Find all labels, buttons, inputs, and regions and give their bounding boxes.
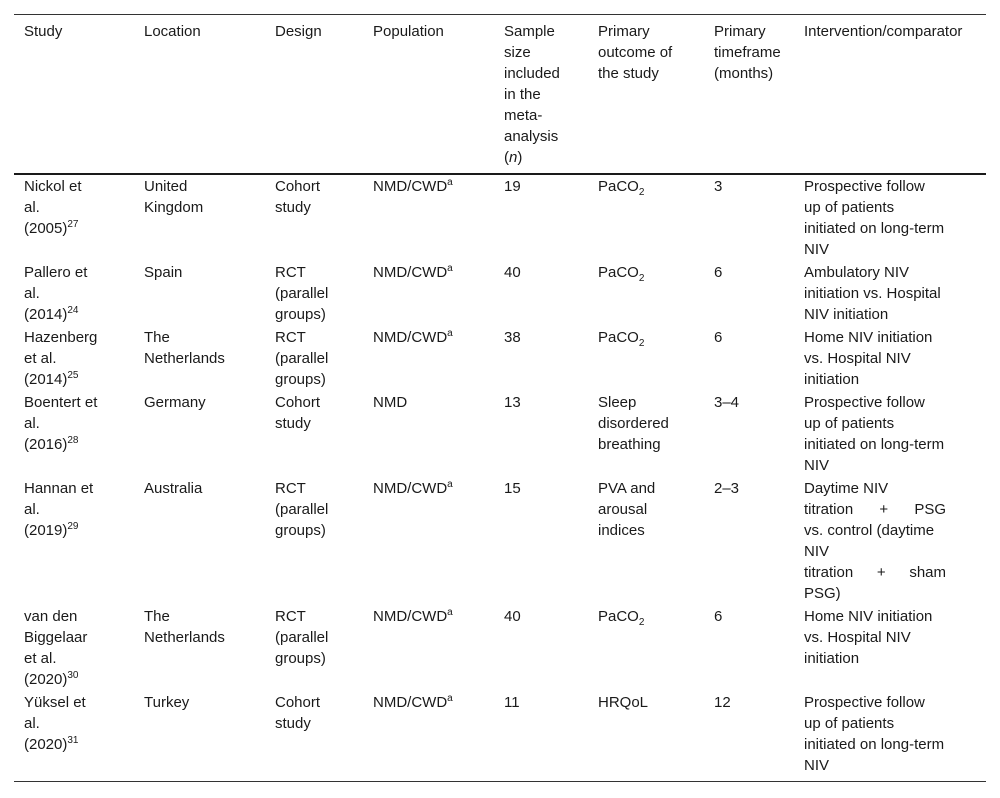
location-cell: The Netherlands (144, 329, 225, 367)
design-cell: Cohort study (275, 178, 321, 216)
sample-size-cell: 38 (504, 329, 521, 346)
population-cell: NMD/CWD$^a$ (373, 479, 453, 497)
outcome-cell: PaCO$_2$ (598, 608, 645, 628)
timeframe-cell: 3 (714, 178, 723, 195)
reference-superscript: 29 (67, 521, 79, 532)
sample-size-cell: 19 (504, 178, 521, 195)
outcome-cell: PVA and arousal indices (598, 480, 656, 539)
sample-size-cell: 40 (504, 264, 521, 281)
intervention-cell: Home NIV initiation vs. Hospital NIV initiation (804, 608, 933, 667)
timeframe-cell: 6 (714, 608, 723, 625)
table-row (14, 326, 986, 391)
reference-superscript: 28 (67, 435, 79, 446)
intervention-cell: Ambulatory NIV initiation vs. Hospital NIV initiation (804, 264, 941, 323)
header-primary-outcome: Primary outcome of the study (598, 23, 673, 82)
studies-table (14, 14, 986, 782)
sample-size-cell: 13 (504, 394, 521, 411)
header-location: Location (144, 23, 201, 40)
timeframe-cell: 3–4 (714, 394, 740, 411)
study-cell: Yüksel et al. $(2020)^{31}$ (24, 694, 86, 753)
sample-size-cell: 40 (504, 608, 521, 625)
location-cell: Australia (144, 480, 203, 497)
timeframe-cell: 12 (714, 694, 731, 711)
reference-superscript: 24 (67, 305, 79, 316)
population-cell: NMD/CWD$^a$ (373, 328, 453, 346)
study-cell: Hannan et al. $(2019)^{29}$ (24, 480, 94, 539)
reference-superscript: 27 (67, 219, 79, 230)
population-cell: NMD/CWD$^a$ (373, 607, 453, 625)
location-cell: The Netherlands (144, 608, 225, 646)
location-cell: Turkey (144, 694, 190, 711)
reference-superscript: 30 (67, 670, 79, 681)
header-primary-timeframe: Primary timeframe (months) (714, 23, 781, 82)
header-intervention: Intervention/comparator (804, 23, 963, 40)
design-cell: Cohort study (275, 694, 321, 732)
header-study: Study (24, 23, 63, 40)
design-cell: Cohort study (275, 394, 321, 432)
header-sample-size: Sample size included in the meta- analysis (n) (504, 23, 560, 166)
intervention-cell: Daytime NIV titration + PSG vs. control (daytime NIV titration + sham PSG) (804, 480, 946, 602)
table-row (14, 175, 986, 261)
location-cell: United Kingdom (144, 178, 204, 216)
header-population: Population (373, 23, 444, 40)
study-cell: Pallero et al. $(2014)^{24}$ (24, 264, 88, 323)
intervention-cell: Prospective follow up of patients initiated on long-term NIV (804, 394, 945, 474)
design-cell: RCT (parallel groups) (275, 608, 329, 667)
table-row (14, 691, 986, 782)
timeframe-cell: 6 (714, 329, 723, 346)
outcome-cell: PaCO$_2$ (598, 329, 645, 349)
population-cell: NMD/CWD$^a$ (373, 177, 453, 195)
table-header-row (14, 14, 986, 175)
outcome-cell: HRQoL (598, 694, 649, 711)
reference-superscript: 25 (67, 370, 79, 381)
population-cell: NMD (373, 394, 408, 411)
header-design: Design (275, 23, 322, 40)
table-row (14, 477, 986, 605)
timeframe-cell: 2–3 (714, 480, 740, 497)
intervention-cell: Home NIV initiation vs. Hospital NIV initiation (804, 329, 933, 388)
timeframe-cell: 6 (714, 264, 723, 281)
table-row (14, 605, 986, 691)
study-cell: Hazenberg et al. $(2014)^{25}$ (24, 329, 98, 388)
population-cell: NMD/CWD$^a$ (373, 263, 453, 281)
intervention-cell: Prospective follow up of patients initiated on long-term NIV (804, 694, 945, 774)
outcome-cell: PaCO$_2$ (598, 264, 645, 284)
location-cell: Germany (144, 394, 206, 411)
design-cell: RCT (parallel groups) (275, 264, 329, 323)
outcome-cell: PaCO$_2$ (598, 178, 645, 198)
outcome-cell: Sleep disordered breathing (598, 394, 669, 453)
sample-size-cell: 15 (504, 480, 521, 497)
sample-size-cell: 11 (504, 694, 520, 711)
design-cell: RCT (parallel groups) (275, 329, 329, 388)
table-row (14, 391, 986, 477)
location-cell: Spain (144, 264, 183, 281)
table-row (14, 261, 986, 326)
reference-superscript: 31 (67, 735, 79, 746)
study-cell: van den Biggelaar et al. $(2020)^{30}$ (24, 608, 88, 688)
study-cell: Boentert et al. $(2016)^{28}$ (24, 394, 98, 453)
design-cell: RCT (parallel groups) (275, 480, 329, 539)
intervention-cell: Prospective follow up of patients initiated on long-term NIV (804, 178, 945, 258)
study-cell: Nickol et al. $(2005)^{27}$ (24, 178, 82, 237)
population-cell: NMD/CWD$^a$ (373, 693, 453, 711)
